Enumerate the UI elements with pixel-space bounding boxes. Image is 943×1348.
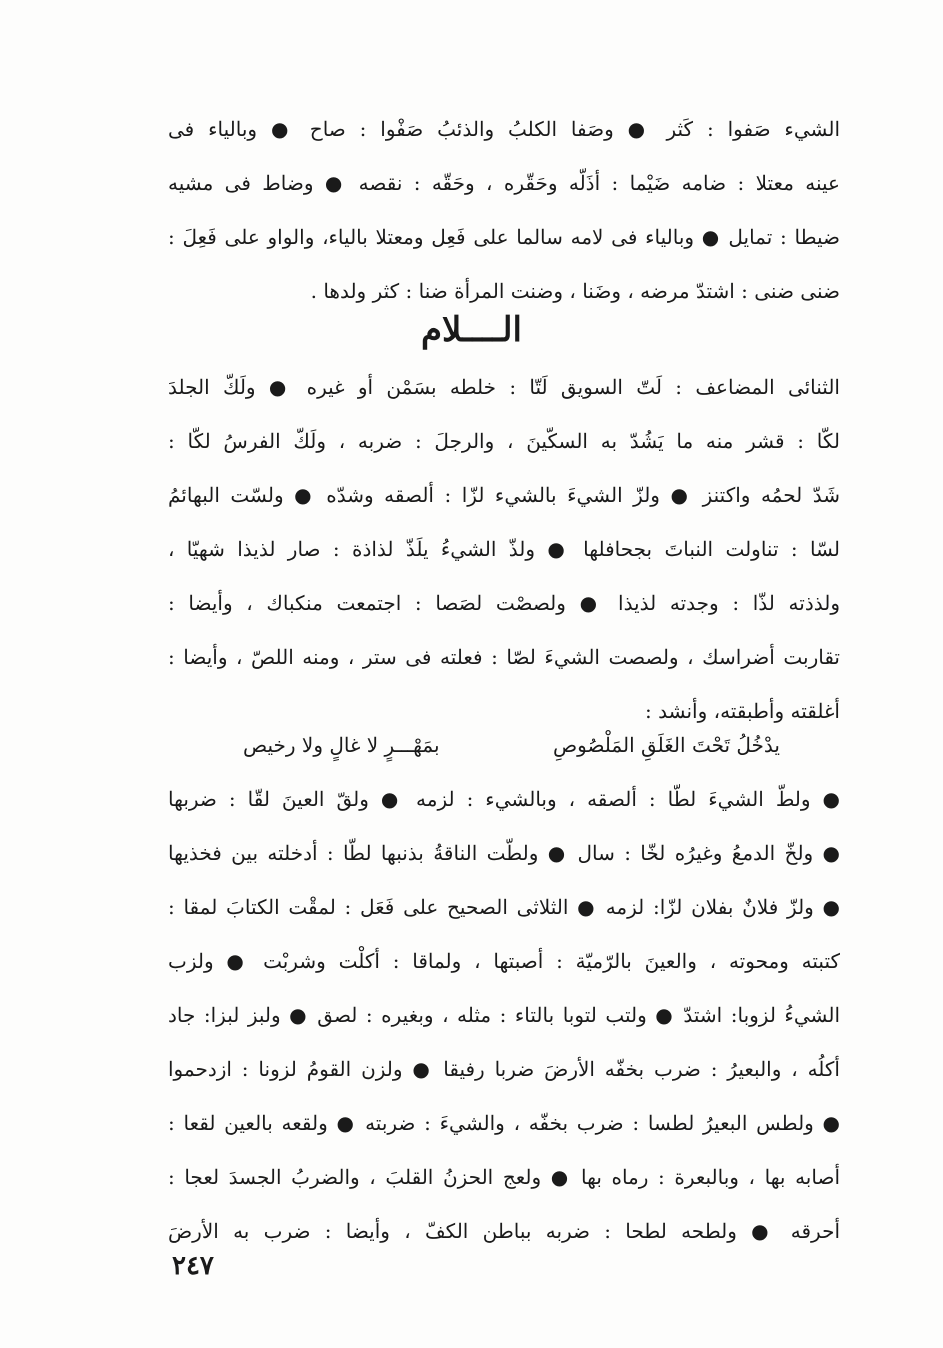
text-line: تقاربت أضراسك ، ولصصت الشيءَ لصّا : فعلته فى ستر ، ومنه اللصّ ، وأيضا : [168, 645, 840, 669]
section-heading: الــــلام [421, 310, 522, 350]
text-line: ● ولطّ الشيءَ لطّا : ألصقه ، وبالشيء : لزمه ● ولقّ العينَ لقّا : ضربها [168, 787, 840, 811]
text-line: أغلقته وأطبقته، وأنشد : [645, 699, 840, 723]
text-line: شَدّ لحمُه واكتنز ● ولزّ الشيءَ بالشيء لزّا : ألصقه وشدّه ● ولسّت البهائمُ [168, 483, 840, 507]
text-line: ضنى ضنى : اشتدّ مرضه ، وضَنا ، وضنت المرأة ضنا : كثر ولدها . [310, 279, 840, 303]
text-line: عينه معتلا : ضامه ضَيْما : أذَلّه وحَقّره ، وحَقّه : نقصه ● وضاط فى مشيه [168, 171, 840, 195]
verse-second-hemistich: بمَهْـــرٍ لا غالٍ ولا رخيص [243, 733, 440, 757]
text-line: ● ولخّ الدمعُ وغيرُه لخّا : سال ● ولطّت الناقةُ بذنبها لطّا : أدخلته بين فخذيها [168, 841, 840, 865]
page-number: ٢٤٧ [172, 1251, 214, 1281]
text-line: لكّا : قشر منه ما يَشُدّ به السكّينَ ، والرجلَ : ضربه ، ولَكّ الفرسُ لكّا : [168, 429, 840, 453]
text-line: ● ولزّ فلانٌ بفلان لزّا: لزمه ● الثلاثى الصحيح على فَعَل : لمقْت الكتابَ لمقا : [168, 895, 840, 919]
text-line: ضيطا : تمايل ● وبالياء فى لامه سالما على فَعِل ومعتلا بالياء، والواو على فَعِلَ : [168, 225, 840, 249]
text-line: لسّا : تناولت النباتَ بجحافلها ● ولذّ الشيءُ يلَذّ لذاذة : صار لذيذا شهيّا ، [168, 537, 840, 561]
text-line: الثنائى المضاعف : لَتّ السويق لَتّا : خلطه بسَمْن أو غيره ● ولَكّ الجلدَ [168, 375, 840, 399]
poetry-verse [168, 718, 840, 772]
text-line: الشيء صَفوا : كَثر ● وصَفا الكلبُ والذئبُ صَفْوا : صاح ● وبالياء فى [168, 117, 840, 141]
text-line: ولذذته لذّا : وجدته لذيذا ● ولصصْت لصَصا : اجتمعت منكباك ، وأيضا : [168, 591, 840, 615]
text-line: أحرقه ● ولطحه لطحا : ضربه بباطن الكفّ ، وأيضا : ضرب به الأرضَ [168, 1219, 840, 1243]
text-line: أكلُه ، والبعيرُ : ضرب بخفّه الأرضَ ضربا رفيقا ● ولزن القومُ لزونا : ازدحموا [168, 1057, 840, 1081]
text-line: الشيءُ لزوبا: اشتدّ ● ولتب لتوبا بالتاء : مثله ، وبغيره : لصق ● ولبز لبزا: جاد [168, 1003, 840, 1027]
top-paragraph [168, 102, 840, 318]
text-line: أصابه بها ، وبالبعرة : رماه بها ● ولعج الحزنُ القلبَ ، والضربُ الجسدَ لعجا : [168, 1165, 840, 1189]
bottom-paragraph [168, 772, 840, 1258]
text-line: ● ولطس البعيرُ لطسا : ضرب بخفّه ، والشيءَ : ضربته ● ولقعه بالعين لقعا : [168, 1111, 840, 1135]
middle-paragraph [168, 360, 840, 738]
verse-first-hemistich: يدْخُلُ تَحْتَ الغَلَقِ المَلْصُوصِ [552, 733, 780, 757]
text-line: كتبته ومحوته ، والعينَ بالرّميّة : أصبتها ، ولماقا : أكلْت وشربْت ● ولزب [168, 949, 840, 973]
